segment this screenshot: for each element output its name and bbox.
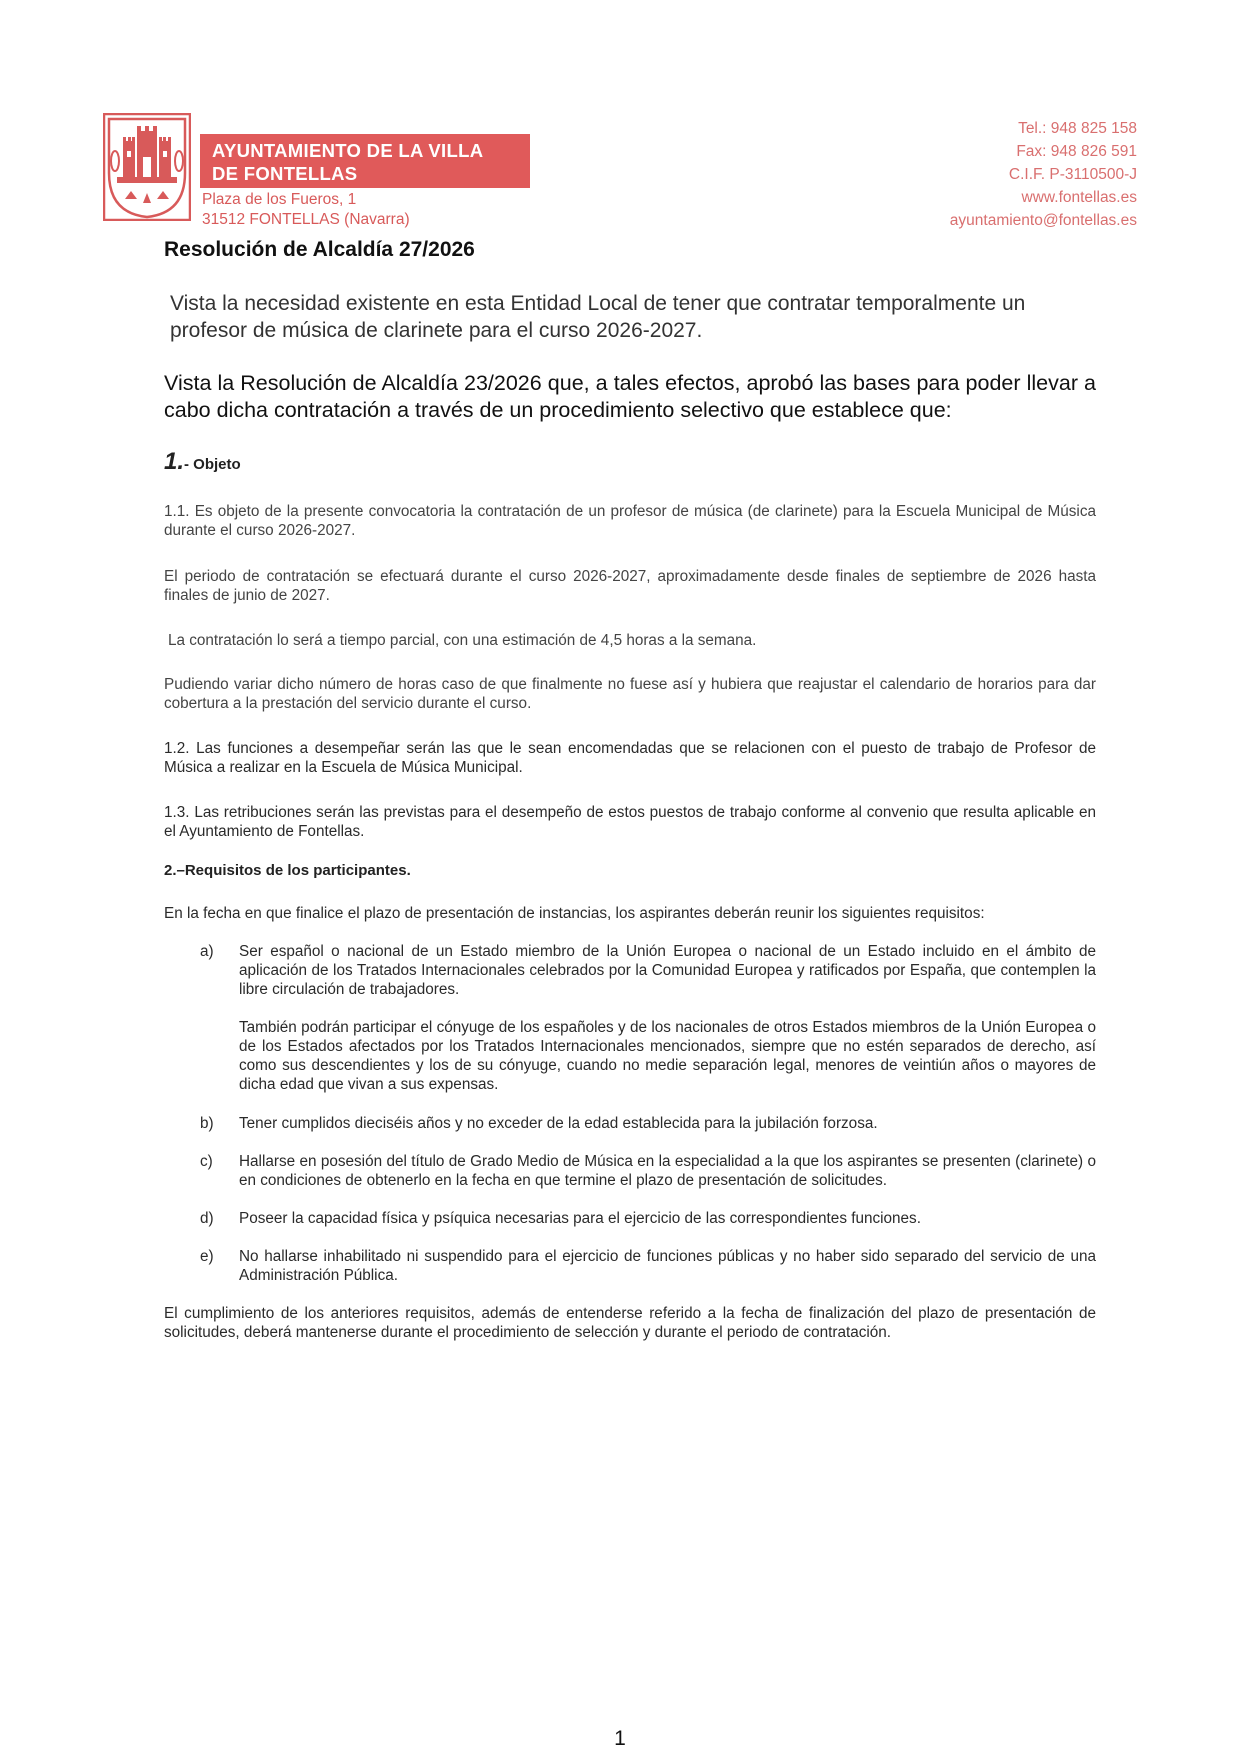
org-banner — [200, 134, 530, 188]
castle-crest-icon — [103, 113, 191, 221]
section1-paragraph-4: Pudiendo variar dicho número de horas caso de que finalmente no fuese así y hubiera que reajustar el calendario de horarios para dar cobertura a la prestación del servicio durante el curso. — [164, 676, 1096, 712]
contact-cif: C.I.F. P-3110500-J — [1008, 166, 1137, 183]
org-name-line2: DE FONTELLAS — [212, 163, 358, 184]
section2-intro: En la fecha en que finalice el plazo de presentación de instancias, los aspirantes deberán reunir los siguientes requisitos: — [164, 905, 985, 922]
section1-paragraph-2: El periodo de contratación se efectuará durante el curso 2026-2027, aproximadamente desde finales de septiembre de 2026 hasta finales de junio de 2027. — [164, 568, 1096, 604]
org-name-line1: AYUNTAMIENTO DE LA VILLA — [212, 140, 484, 161]
contact-fax: Fax: 948 826 591 — [1016, 143, 1137, 160]
requirement-text: Hallarse en posesión del título de Grado Medio de Música en la especialidad a la que los aspirantes se presenten (clarinete) o en condiciones de obtenerlo en la fecha en que termine el plazo de presentación de solicitudes. — [239, 1153, 1096, 1189]
lead-paragraph-1: Vista la necesidad existente en esta Entidad Local de tener que contratar temporalmente un profesor de música de clarinete para el curso 2026-2027. — [170, 292, 1026, 342]
section1-title: - Objeto — [184, 456, 241, 473]
requirement-text: No hallarse inhabilitado ni suspendido para el ejercicio de funciones públicas y no haber sido separado del servicio de una Administración Pública. — [239, 1248, 1096, 1284]
section1-paragraph-6: 1.3. Las retribuciones serán las previstas para el desempeño de estos puestos de trabajo conforme al convenio que resulta aplicable en el Ayuntamiento de Fontellas. — [164, 804, 1096, 840]
org-address — [202, 190, 410, 230]
lead-paragraph-2: Vista la Resolución de Alcaldía 23/2026 que, a tales efectos, aprobó las bases para poder llevar a cabo dicha contratación a través de un procedimiento selectivo que establece que: — [164, 371, 1096, 422]
contact-tel: Tel.: 948 825 158 — [1018, 120, 1137, 137]
page-number: 1 — [614, 1727, 626, 1750]
contact-email: ayuntamiento@fontellas.es — [949, 212, 1137, 229]
section2-closing: El cumplimiento de los anteriores requisitos, además de entenderse referido a la fecha de finalización del plazo de presentación de solicitudes, deberá mantenerse durante el procedimiento de selección y durante el periodo de contratación. — [164, 1305, 1096, 1341]
address-line2: 31512 FONTELLAS (Navarra) — [202, 211, 410, 228]
section1-paragraph-1: 1.1. Es objeto de la presente convocatoria la contratación de un profesor de música (de clarinete) para la Escuela Municipal de Música durante el curso 2026-2027. — [164, 503, 1096, 539]
section1-paragraph-3: La contratación lo será a tiempo parcial, con una estimación de 4,5 horas a la semana. — [168, 632, 757, 649]
requirement-label: d) — [200, 1210, 214, 1227]
address-line1: Plaza de los Fueros, 1 — [202, 191, 357, 208]
requirement-text: Poseer la capacidad física y psíquica necesarias para el ejercicio de las correspondientes funciones. — [239, 1210, 921, 1227]
section1-heading — [164, 448, 241, 476]
section1-paragraph-5: 1.2. Las funciones a desempeñar serán las que le sean encomendadas que se relacionen con el puesto de trabajo de Profesor de Música a realizar en la Escuela de Música Municipal. — [164, 740, 1096, 776]
section2-heading: 2.–Requisitos de los participantes. — [164, 862, 411, 879]
contact-web: www.fontellas.es — [1021, 189, 1137, 206]
requirement-text: También podrán participar el cónyuge de los españoles y de los nacionales de otros Estados miembros de la Unión Europea o de los Estados afectados por los Tratados Internacionales mencionados, siempre que no estén separados de derecho, así como sus descendientes y los de su cónyuge, cuando no medie separación legal, menores de veintiún años o mayores de dicha edad que vivan a sus expensas. — [239, 1019, 1096, 1093]
section1-number: 1. — [164, 448, 185, 475]
requirement-label: c) — [200, 1153, 213, 1170]
requirement-label: a) — [200, 943, 214, 960]
requirement-text: Ser español o nacional de un Estado miembro de la Unión Europea o nacional de un Estado incluido en el ámbito de aplicación de los Tratados Internacionales celebrados por la Comunidad Europea y ratificados por España, que contemplen la libre circulación de trabajadores. — [239, 943, 1096, 998]
requirement-text: Tener cumplidos dieciséis años y no exceder de la edad establecida para la jubilación forzosa. — [239, 1115, 878, 1132]
requirement-label: e) — [200, 1248, 214, 1265]
requirement-label: b) — [200, 1115, 214, 1132]
contact-block — [950, 117, 1137, 232]
document-title: Resolución de Alcaldía 27/2026 — [164, 238, 475, 261]
